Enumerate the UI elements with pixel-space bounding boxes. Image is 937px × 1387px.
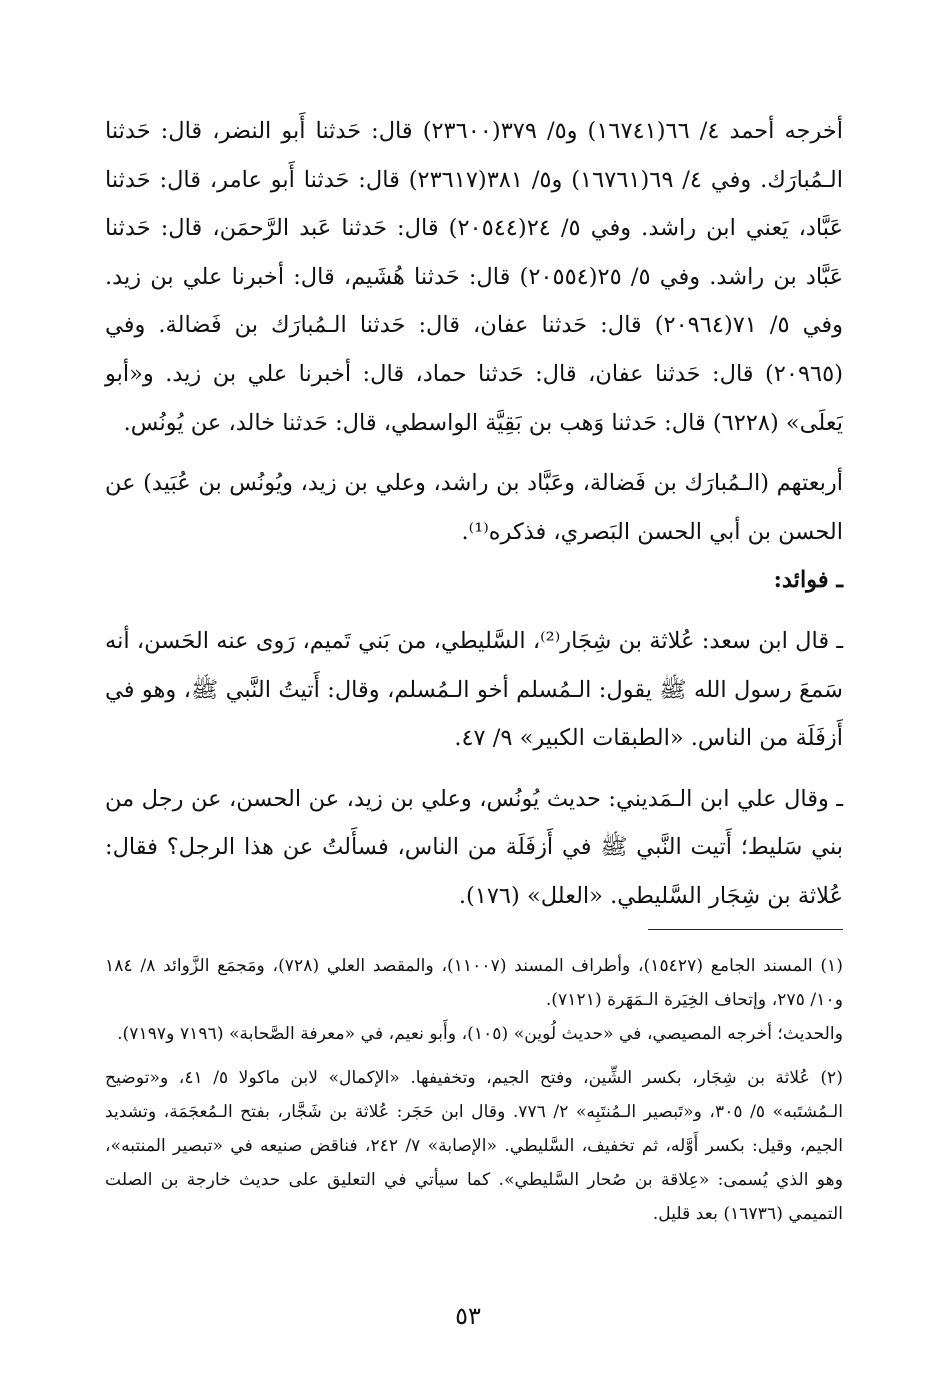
footnote-1: (١) المسند الجامع (١٥٤٢٧)، وأطراف المسند (١١٠٠٧)، والمقصد العلي (٧٢٨)، ومَجمَع الزَّوائد ٨/ ١٨٤ و١٠/ ٢٧٥، وإتحاف الخِيَرة الـمَهَرة (٧١٢١).	[105, 956, 843, 1010]
section-heading-fawaid: ـ فوائد:	[773, 567, 843, 594]
footnote-2: (٢) عُلاثة بن شِجَار، بكسر الشِّين، وفتح الجيم، وتخفيفها. «الإكمال» لابن ماكولا ٥/ ٤١، و«توضيح الـمُشتَبه» ٥/ ٣٠٥، و«تَبصير الـمُنتَبِه» ٢/ ٧٧٦. وقال ابن حَجَر: عُلاثة بن شَجَّار، بفتح الـمُعجَمَة، وتشديد الجيم، وقيل: بكسر أَوَّله، ثم تخفيف، السَّليطي. «الإصابة» ٧/ ٢٤٢، فناقض صنيعه في «تبصير المنتبه»، وهو الذي يُسمى: «عِلاقة بن صُحار السَّليطي». كما سيأتي في التعليق على حديث خارجة بن الصلت التميمي (١٦٧٣٦) بعد قليل.	[105, 1068, 843, 1224]
footnotes	[105, 949, 843, 1231]
ibn-saad-note-paragraph: ـ قال ابن سعد: عُلاثة بن شِجَار⁽²⁾، السَّليطي، من بَني تَميم، رَوى عنه الحَسن، أنه سَمعَ رسول الله ﷺ يقول: الـمُسلم أخو الـمُسلم، وقال: أَتيتُ النَّبي ﷺ، وهو في أَزفَلَة من الناس. «الطبقات الكبير» ٩/ ٤٧.	[105, 627, 843, 752]
narrators-summary-paragraph: أربعتهم (الـمُبارَك بن فَضالة، وعَبَّاد بن راشد، وعلي بن زيد، ويُونُس بن عُبَيد) عن الحسن بن أبي الحسن البَصري، فذكره⁽¹⁾.	[105, 470, 843, 545]
footnote-1-continuation: والحديث؛ أخرجه المصيصي، في «حديث لُوين» (١٠٥)، وأَبو نعيم، في «معرفة الصَّحابة» (٧١٩٦ و٧١٩٧).	[117, 1024, 843, 1044]
takhrij-paragraph: أخرجه أحمد ٤/ ٦٦(١٦٧٤١) و٥/ ٣٧٩(٢٣٦٠٠) قال: حَدثنا أَبو النضر، قال: حَدثنا الـمُبارَك. وفي ٤/ ٦٩(١٦٧٦١) و٥/ ٣٨١(٢٣٦١٧) قال: حَدثنا أَبو عامر، قال: حَدثنا عَبَّاد، يَعني ابن راشد. وفي ٥/ ٢٤(٢٠٥٤٤) قال: حَدثنا عَبد الرَّحمَن، قال: حَدثنا عَبَّاد بن راشد. وفي ٥/ ٢٥(٢٠٥٥٤) قال: حَدثنا هُشَيم، قال: أخبرنا علي بن زيد. وفي ٥/ ٧١(٢٠٩٦٤) قال: حَدثنا عفان، قال: حَدثنا الـمُبارَك بن فَضالة. وفي (٢٠٩٦٥) قال: حَدثنا عفان، قال: حَدثنا حماد، قال: أخبرنا علي بن زيد. و«أبو يَعلَى» (٦٢٢٨) قال: حَدثنا وَهب بن بَقِيَّة الواسطي، قال: حَدثنا خالد، عن يُونُس.	[105, 118, 843, 436]
page-number: ٥٣	[455, 1302, 481, 1330]
ibn-madini-note-paragraph: ـ وقال علي ابن الـمَديني: حديث يُونُس، وعلي بن زيد، عن الحسن، عن رجل من بني سَليط؛ أَتيت النَّبي ﷺ في أَزفَلَة من الناس، فسأَلتُ عن هذا الرجل؟ فقال: عُلاثة بن شِجَار السَّليطي. «العلل» (١٧٦).	[105, 785, 843, 909]
footnote-separator	[648, 929, 843, 930]
main-text	[105, 107, 843, 921]
